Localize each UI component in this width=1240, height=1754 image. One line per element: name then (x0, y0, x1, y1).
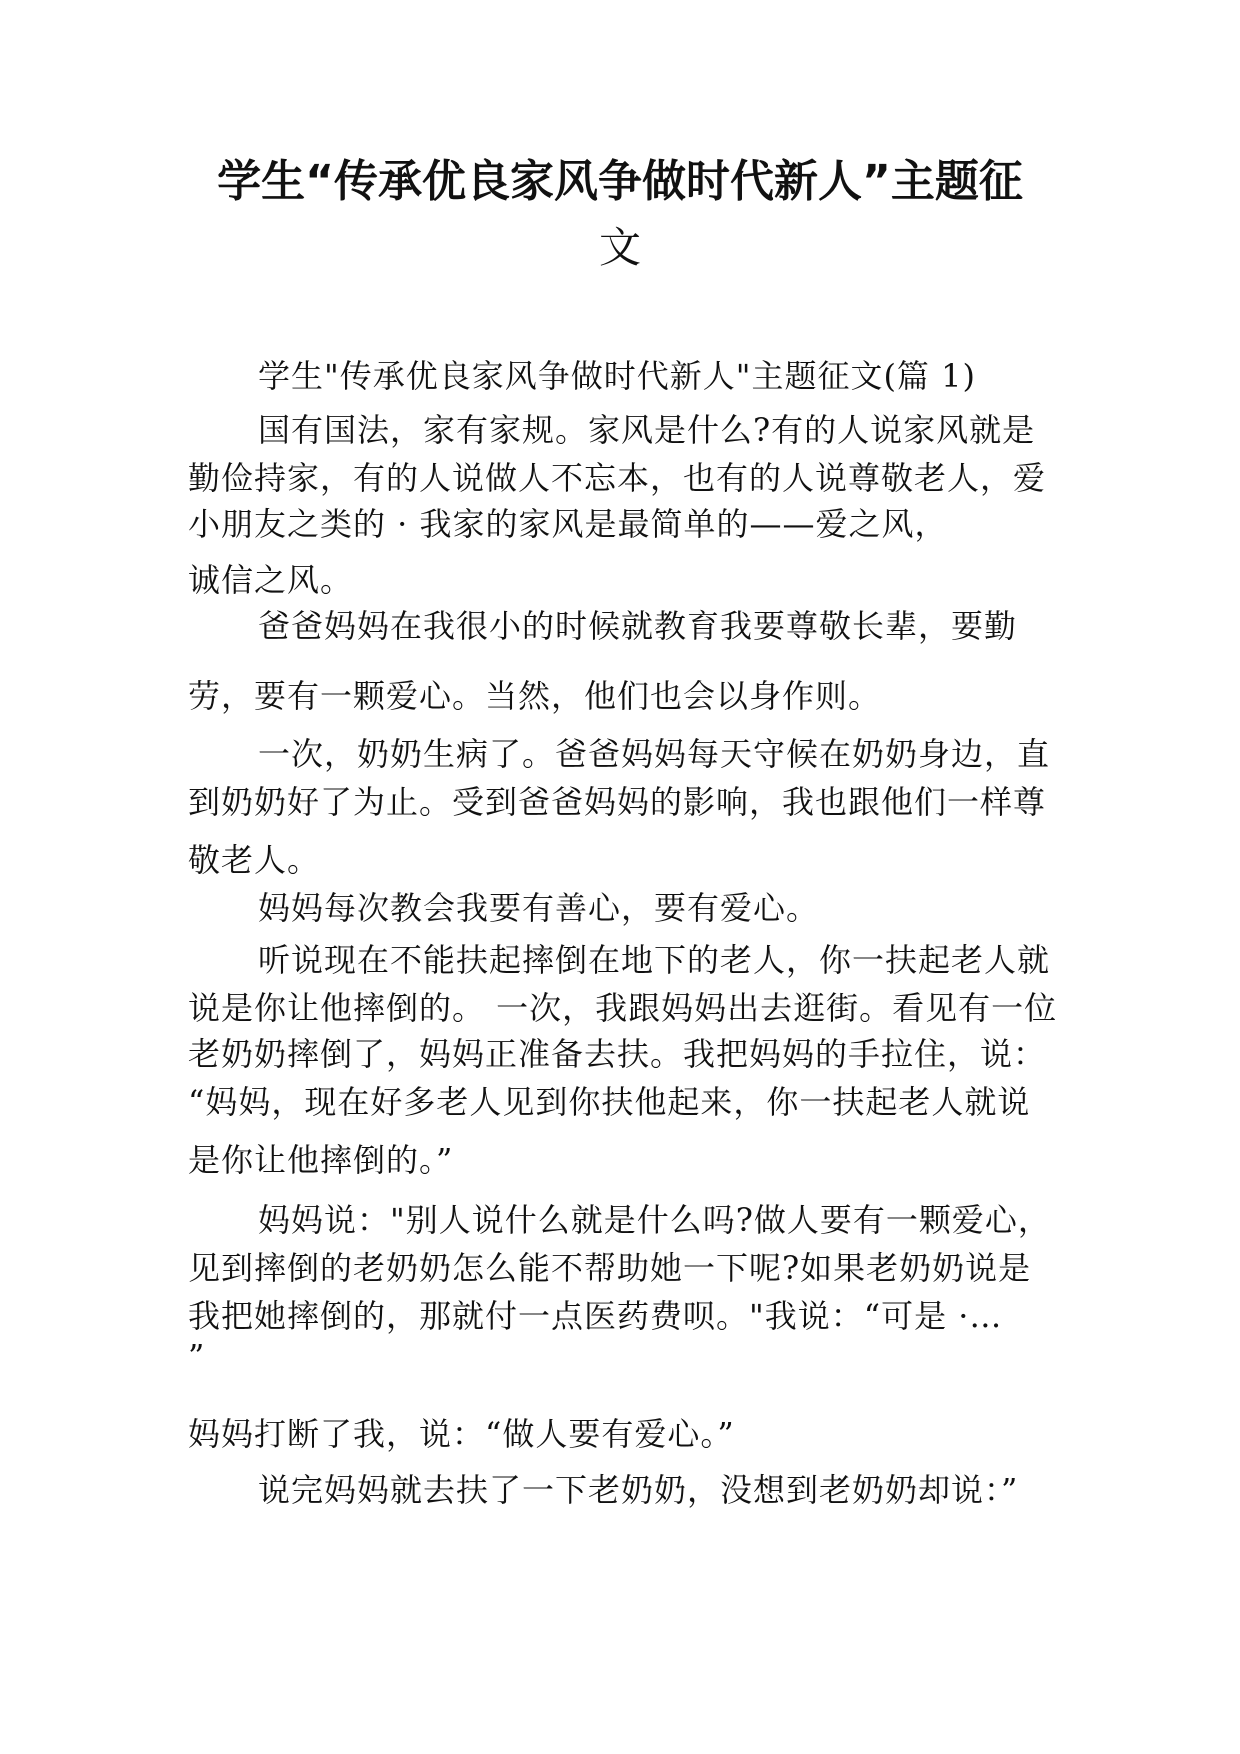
text-line: 老奶奶摔倒了，妈妈正准备去扶。我把妈妈的手拉住，说： (188, 1035, 1047, 1073)
text-line: 一次，奶奶生病了。爸爸妈妈每天守候在奶奶身边，直 (258, 735, 1051, 773)
text-line: 说是你让他摔倒的。 一次，我跟妈妈出去逛街。看见有一位 (188, 989, 1058, 1027)
text-line: 妈妈说："别人说什么就是什么吗?做人要有一颗爱心， (258, 1201, 1051, 1239)
text-line: 劳，要有一颗爱心。当然，他们也会以身作则。 (188, 677, 882, 715)
text-line: 说完妈妈就去扶了一下老奶奶，没想到老奶奶却说：” (258, 1471, 1019, 1509)
text-line: 敬老人。 (188, 841, 321, 879)
text-line: 小朋友之类的 · 我家的家风是最简单的——爱之风， (188, 505, 948, 543)
subtitle-line: 学生"传承优良家风争做时代新人"主题征文(篇 1) (258, 357, 976, 395)
text-line: 到奶奶好了为止。受到爸爸妈妈的影响，我也跟他们一样尊 (188, 783, 1047, 821)
text-line: 国有国法，家有家规。家风是什么?有的人说家风就是 (258, 411, 1036, 449)
text-line: 勤俭持家，有的人说做人不忘本，也有的人说尊敬老人，爱 (188, 459, 1047, 497)
text-line: 是你让他摔倒的。” (188, 1141, 454, 1179)
text-line: 妈妈每次教会我要有善心，要有爱心。 (258, 889, 820, 927)
document-title-line2: 文 (598, 223, 641, 272)
text-line: 诚信之风。 (188, 561, 354, 599)
text-line: 爸爸妈妈在我很小的时候就教育我要尊敬长辈，要勤 (258, 607, 1018, 645)
text-line: 见到摔倒的老奶奶怎么能不帮助她一下呢?如果老奶奶说是 (188, 1249, 1032, 1287)
document-title-line1: 学生“传承优良家风争做时代新人”主题征 (217, 156, 1023, 207)
text-line: 听说现在不能扶起摔倒在地下的老人，你一扶起老人就 (258, 941, 1051, 979)
text-line: ” (188, 1337, 206, 1375)
text-line: 我把她摔倒的，那就付一点医药费呗。"我说：“可是 ·… (188, 1297, 1003, 1335)
text-line: 妈妈打断了我，说：“做人要有爱心。” (188, 1415, 735, 1453)
text-line: “妈妈，现在好多老人见到你扶他起来，你一扶起老人就说 (188, 1083, 1031, 1121)
